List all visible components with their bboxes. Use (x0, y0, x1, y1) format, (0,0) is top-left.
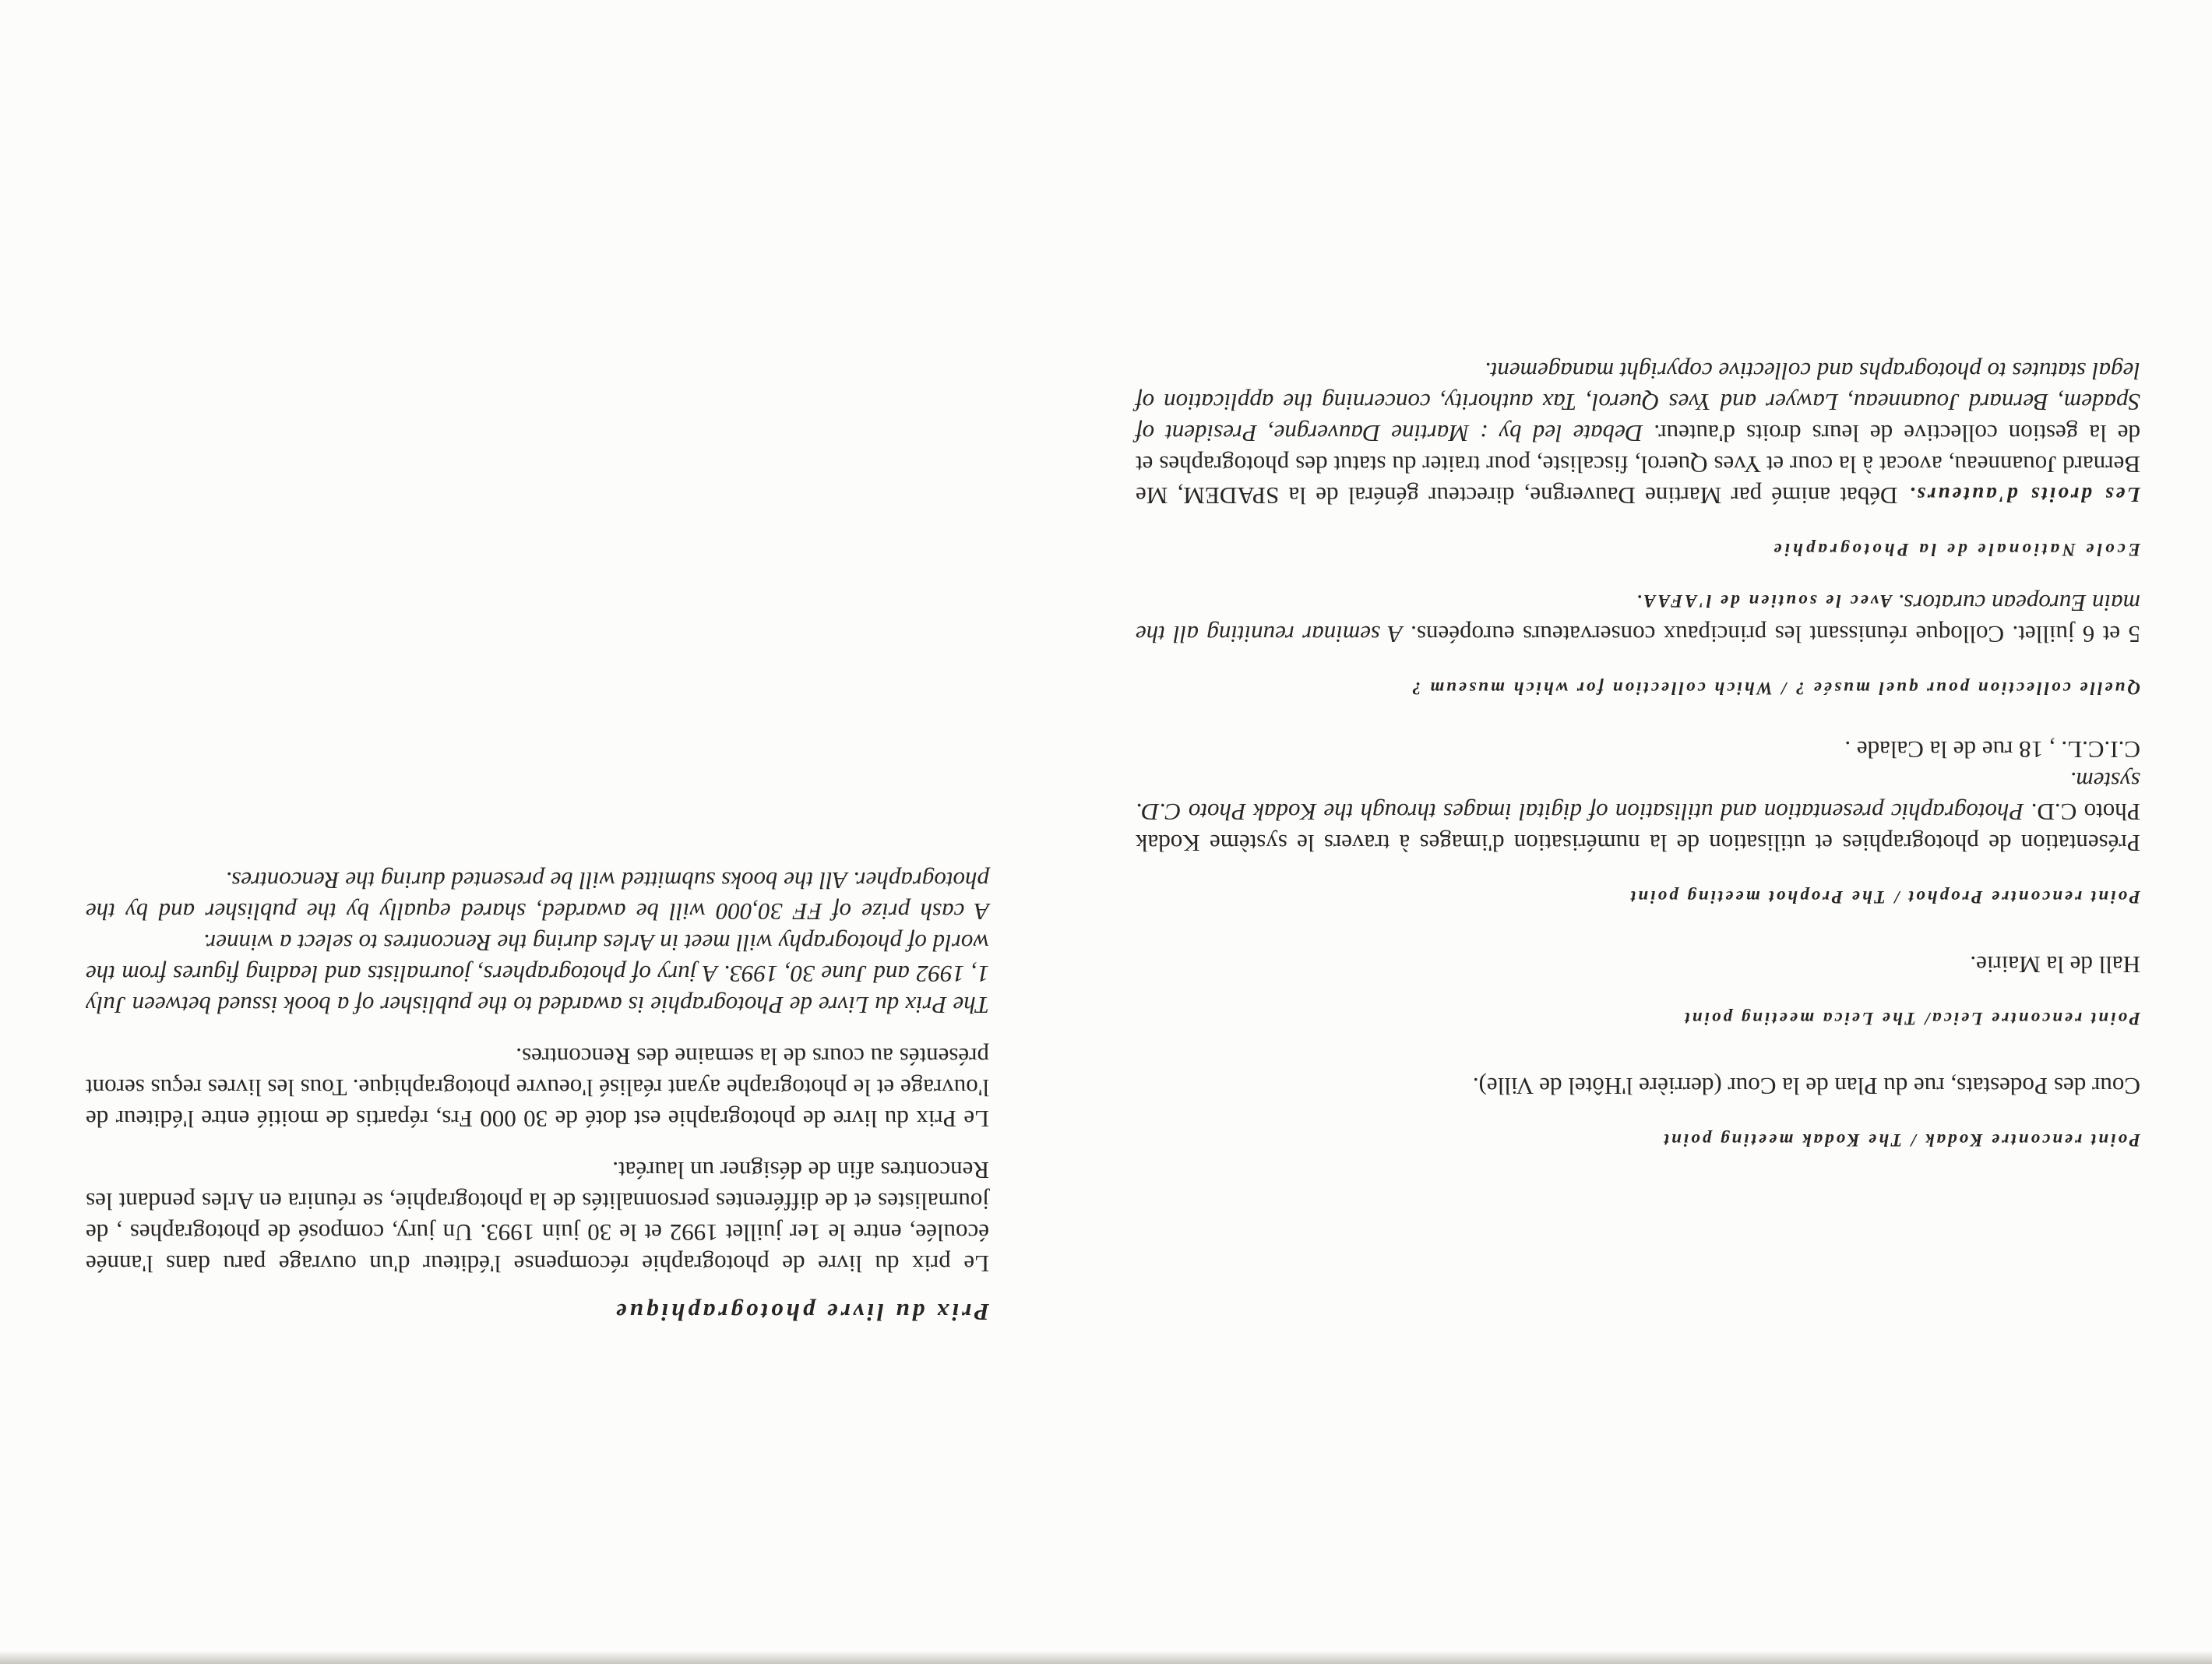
leica-text: Hall de la Mairie. (1970, 951, 2140, 978)
rights-paragraph (1136, 355, 2140, 511)
museum-paragraph (1136, 587, 2140, 650)
rights-french: Débat animé par Martine Dauvergne, directeur général de la SPADEM, Me Bernard Jouanneau, avocat à la cour et Yves Querol, fiscaliste, pour traiter du statut des photographes et de la gestion collective de leurs droits d'auteur. (1136, 420, 2140, 509)
prix-para-1: Le prix du livre de photographie récompense l'éditeur d'un ouvrage paru dans l'année écoulée, entre le 1er juillet 1992 et le 30 juin 1993. Un jury, composé de photographes , de journalistes et de différentes personnalités de la photographie, se réunira en Arles pendant les Rencontres afin de désigner un lauréat. (86, 1157, 989, 1278)
kodak-heading: Point rencontre Kodak / The Kodak meeting point (1661, 1130, 2140, 1150)
prix-para-3: The Prix du Livre de Photographie is awarded to the publisher of a book issued between July 1, 1992 and June 30, 1993. A jury of photographers, journalists and leading figures from the world of photography will meet in Arles during the Rencontres to select a winner. (86, 929, 989, 1019)
events-column (1136, 355, 2140, 1151)
prix-para-2: Le Prix du livre de photographie est doté de 30 000 Frs, répartis de moitié entre l'éditeur de l'ouvrage et le photographe ayant réalisé l'oeuvre photographique. Tous les livres reçus seront présentés au cours de la semaine des Rencontres. (86, 1043, 989, 1133)
museum-support: Avec le soutien de l'AFAA. (1634, 591, 1892, 611)
rights-heading: Les droits d'auteurs. (1907, 483, 2140, 506)
museum-french: 5 et 6 juillet. Colloque réunissant les principaux conservateurs européens. (1411, 621, 2140, 648)
museum-heading: Quelle collection pour quel musée ? / Which collection for which museum ? (1410, 679, 2140, 698)
prix-heading: Prix du livre photographique (612, 1299, 989, 1326)
prix-para-4: A cash prize of FF 30,000 will be awarded, shared equally by the publisher and by the photographer. All the books submitted will be presented during the Rencontres. (86, 867, 989, 925)
school-heading: Ecole Nationale de la Photographie (1770, 540, 2140, 559)
prophot-french: Présentation de photographies et utilisation de la numérisation d'images à travers le système Kodak Photo C.D. (1136, 799, 2140, 857)
kodak-text: Cour des Podestats, rue du Plan de la Cour (derrière l'Hôtel de Ville). (1472, 1073, 2140, 1100)
prix-column (86, 865, 989, 1327)
scan-edge-shadow (0, 1650, 2212, 1664)
rights-english: Debate led by : Martine Dauvergne, President of Spadem, Bernard Jouanneau, Lawyer and Yves Querol, Tax authority, concerning the application of legal statutes to photographs and collective copyright management. (1136, 358, 2140, 447)
prophot-english: Photographic presentation and utilisation of digital images through the Kodak Photo C.D. system. (1135, 767, 2140, 826)
prophot-heading: Point rencontre Prophot / The Prophot meeting point (1628, 887, 2140, 907)
prophot-address: C.I.C.L. , 18 rue de la Calade . (1844, 736, 2140, 763)
leica-heading: Point rencontre Leica/ The Leica meeting point (1682, 1009, 2140, 1028)
museum-english: A seminar reuniting all the main European curators. (1136, 590, 2140, 648)
prophot-paragraph (1136, 765, 2140, 858)
